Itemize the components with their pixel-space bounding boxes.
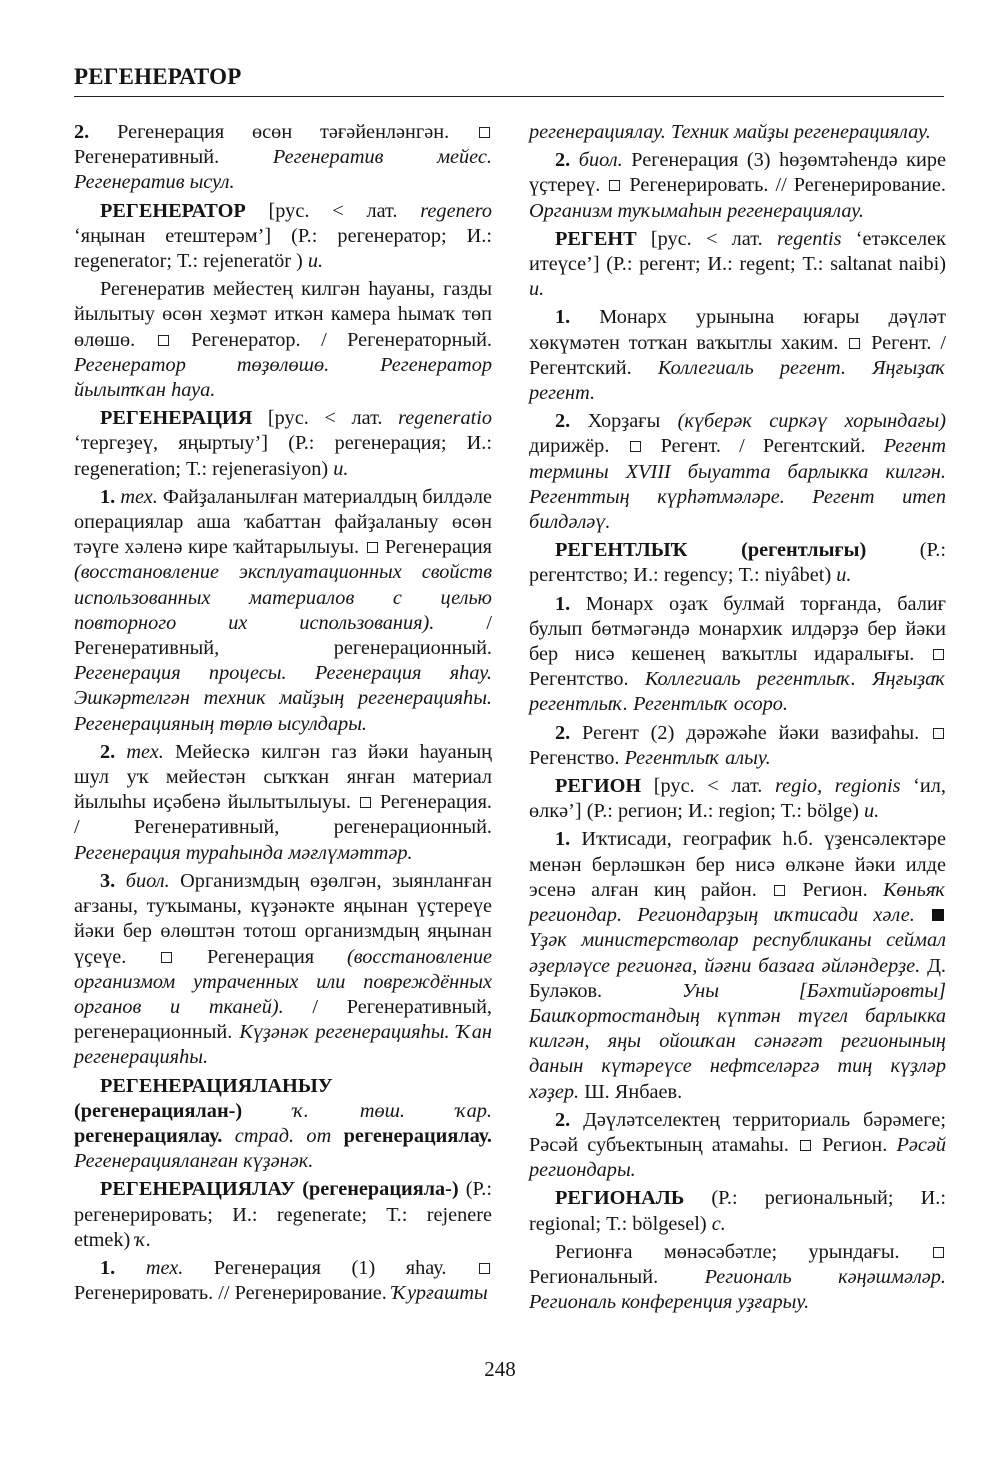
- italic-text: Регенерацияланған күҙәнәк.: [74, 1150, 314, 1173]
- square-marker-icon: [800, 1140, 811, 1151]
- bold-text: 2.: [555, 410, 571, 433]
- square-marker-icon: [774, 885, 785, 896]
- plain-text: [915, 904, 930, 926]
- plain-text: [687, 539, 741, 561]
- plain-text: Регент. / Регентский.: [642, 435, 884, 458]
- italic-text: Регенерация тураһында мәғлүмәттәр.: [74, 841, 413, 864]
- plain-text: Регенерация: [379, 536, 492, 559]
- italic-text: Регенератив мейес. Регенератив ысул.: [74, 146, 492, 194]
- square-marker-icon: [479, 127, 490, 138]
- bold-text: 2.: [555, 1108, 571, 1131]
- plain-text: Регенеративный.: [74, 146, 273, 169]
- entry-paragraph: [529, 538, 946, 588]
- bold-text: 1.: [555, 828, 571, 851]
- plain-text: Организмдың өҙөлгән, зыянланған ағзаны, туҡыманы, күҙәнәкте яңынан үҫтереүе йәки бер өлөштән тотош организмдың яңынан үҫеүе.: [74, 869, 492, 968]
- entry-paragraph: [74, 485, 492, 737]
- entry-paragraph: [529, 774, 946, 824]
- entry-paragraph: [529, 827, 946, 1104]
- plain-text: [570, 149, 579, 171]
- plain-text: [рус. < лат.: [245, 199, 421, 222]
- square-marker-icon: [933, 649, 944, 660]
- plain-text: Д. Буләков.: [529, 954, 946, 1002]
- plain-text: [242, 1100, 293, 1122]
- italic-text: Ҡурғашты: [391, 1282, 488, 1305]
- entry-paragraph: [74, 1256, 492, 1306]
- plain-text: (Р.: регенерировать; И.: regenerate; Т.: rejenere etmek): [74, 1178, 492, 1251]
- italic-text: Коллегиаль регентлыҡ. Яңғыҙаҡ регентлыҡ. Регентлыҡ осоро.: [529, 668, 947, 716]
- plain-text: Мейескә килгән газ йәки һауаның шул уҡ мейестән сыҡҡан янған материал йылыһы иҫәбенә йылытылыуы.: [74, 740, 492, 814]
- italic-text: и.: [529, 278, 545, 301]
- bold-text: (регенерацияла-): [302, 1178, 459, 1201]
- square-marker-icon: [161, 952, 172, 963]
- bold-text: (регенерациялан-): [74, 1099, 243, 1122]
- bold-text: 2.: [74, 121, 90, 143]
- entry-paragraph: [74, 740, 492, 866]
- plain-text: Ш. Янбаев.: [579, 1080, 683, 1103]
- entry-paragraph: [529, 1240, 946, 1316]
- entry-paragraph: [529, 1186, 946, 1236]
- italic-text: биол.: [125, 869, 170, 892]
- plain-text: Дәүләтселектең территориаль бәрәмеге; Рәсәй субъектының атамаһы.: [529, 1108, 946, 1156]
- italic-text: Регенерация процесы. Регенерация яһау. Эшкәртелгән техник майҙың регенерацияһы. Регенерацияның төрлө ысулдары.: [74, 662, 492, 735]
- plain-text: Регенератор. / Регенераторный.: [170, 328, 492, 351]
- entry-paragraph: [74, 869, 492, 1071]
- square-marker-icon: [158, 335, 169, 346]
- italic-text: и.: [863, 800, 880, 823]
- entry-paragraph: [529, 592, 946, 718]
- italic-text: (восстановление эксплуатационных свойств использованных материалов с целью повторного их использования).: [74, 561, 492, 634]
- square-marker-icon: [609, 180, 620, 191]
- plain-text: Монарх оҙаҡ булмай торғанда, балиғ булып бөтмәгәндә монархик илдәрҙә бер йәки бер нисә кешенең ваҡытлы идаралығы.: [529, 592, 946, 666]
- plain-text: Регенератив мейестең килгән һауаны, газды йылытыу өсөн хеҙмәт иткән камера һымаҡ төп өлөшө.: [74, 278, 492, 351]
- plain-text: Хорҙағы: [570, 410, 678, 433]
- plain-text: Монарх урынына юғары дәүләт хөкүмәтен тотҡан ваҡытлы хаким.: [529, 306, 946, 354]
- plain-text: [рус. < лат.: [641, 775, 776, 798]
- bold-text: 3.: [100, 869, 116, 892]
- plain-text: (Р.: регентство; И.: regency; Т.: niyâbet): [529, 539, 946, 587]
- entry-paragraph: [529, 148, 946, 224]
- italic-text: с.: [711, 1212, 726, 1235]
- plain-text: дирижёр.: [529, 435, 628, 458]
- bold-text: РЕГЕНТ: [555, 227, 637, 250]
- bold-text: 1.: [100, 1256, 116, 1279]
- right-column: [529, 120, 946, 1318]
- plain-text: Файҙаланылған материалдың билдәле операциялар аша ҡабаттан файҙаланыу өсөн тәүге хәленә кире ҡайтарылыуы.: [74, 485, 492, 559]
- bold-text: 1.: [555, 592, 571, 615]
- italic-text: ҡ. төш. ҡар.: [293, 1099, 492, 1122]
- plain-text: Иҡтисади, географик һ.б. үҙенсәлектәре менән берләшкән бер нисә өлкәне йәки илде эсенә алған киң район.: [529, 828, 946, 901]
- entry-paragraph: [529, 120, 946, 145]
- italic-text: regentis: [776, 227, 842, 250]
- italic-text: regenero: [420, 199, 492, 222]
- bold-text: РЕГЕНЕРАЦИЯЛАУ: [100, 1178, 296, 1201]
- bold-text: (регентлығы): [741, 539, 867, 562]
- bold-text: РЕГЕНЕРАТОР: [100, 199, 246, 222]
- bold-text: РЕГЕНЕРАЦИЯ: [100, 407, 253, 430]
- italic-text: и.: [836, 564, 852, 587]
- italic-text: Коллегиаль регент. Яңғыҙаҡ регент.: [529, 356, 946, 405]
- bold-text: регенерациялау.: [74, 1124, 223, 1147]
- plain-text: Регион.: [812, 1133, 897, 1156]
- italic-text: Көньяҡ региондар. Региондарҙың иҡтисади хәле.: [529, 878, 946, 927]
- square-marker-icon: [933, 728, 944, 739]
- bold-text: РЕГИОНАЛЬ: [555, 1187, 685, 1210]
- italic-text: страд. от: [234, 1124, 332, 1147]
- square-marker-icon: [367, 542, 378, 553]
- entry-paragraph: [74, 1074, 492, 1175]
- entry-paragraph: [529, 409, 946, 535]
- italic-text: Үҙәк министерстволар республиканы сеймал әҙерләүсе регионға, йәғни базаға әйләндерҙе.: [529, 929, 946, 977]
- plain-text: [331, 1125, 343, 1147]
- plain-text: Регенерация (1) яһау.: [183, 1256, 477, 1279]
- italic-text: и.: [307, 250, 324, 273]
- entry-paragraph: [529, 305, 946, 406]
- plain-text: ‘етәкселек итеүсе’] (Р.: регент; И.: regent; Т.: saltanat naibi): [529, 227, 946, 276]
- plain-text: [115, 1257, 146, 1279]
- plain-text: Регион.: [787, 878, 883, 901]
- square-marker-icon: [630, 441, 641, 452]
- entry-paragraph: [74, 1177, 492, 1253]
- left-column: [74, 120, 492, 1309]
- italic-text: regio, regionis: [775, 775, 901, 798]
- running-header: РЕГЕНЕРАТОР: [74, 64, 242, 89]
- entry-paragraph: [74, 406, 492, 482]
- plain-text: Регент. / Регентский.: [529, 331, 946, 379]
- bold-text: РЕГЕНТЛЫҠ: [555, 539, 688, 562]
- plain-text: Регенерация. / Регенеративный, регенерационный.: [74, 791, 492, 839]
- italic-text: Уны [Бәхтийәровты] Башҡортостандың күптән түгел барлыкка килгән, яңы ойошҡан сәнәғәт регионының данын күтәреүсе нефтселәргә тиң күҙләр хәҙер.: [529, 979, 946, 1103]
- square-marker-icon: [360, 797, 371, 808]
- plain-text: Регенерация өсөн тәғәйенләнгән.: [89, 121, 477, 143]
- italic-text: Организм туҡымаһын регенерациялау.: [529, 199, 864, 222]
- italic-text: регенерациялау. Техник майҙы регенерациялау.: [529, 121, 931, 143]
- page-number: 248: [484, 1357, 516, 1381]
- plain-text: ‘ил, өлкә’] (Р.: регион; И.: region; Т.: bölge): [529, 775, 946, 823]
- italic-text: тех.: [145, 1256, 184, 1279]
- plain-text: [115, 741, 126, 763]
- plain-text: Регенство.: [529, 746, 625, 769]
- italic-text: Регенератор төҙөлөшө. Регенератор йылытҡан һауа.: [74, 353, 492, 402]
- bold-text: регенерациялау.: [343, 1124, 492, 1147]
- bold-text: РЕГЕНЕРАЦИЯЛАНЫУ: [100, 1074, 333, 1097]
- plain-text: / Регенеративный, регенерационный.: [74, 611, 492, 660]
- bold-text: 2.: [555, 149, 571, 172]
- entry-paragraph: [74, 120, 492, 196]
- square-marker-icon: [933, 1247, 944, 1258]
- italic-text: Региональ кәңәшмәләр. Региональ конференция уҙғарыу.: [529, 1265, 946, 1314]
- plain-text: Регенерировать. // Регенерирование.: [622, 174, 946, 197]
- plain-text: [222, 1125, 234, 1147]
- italic-text: regeneratio: [398, 407, 492, 430]
- plain-text: ‘тергеҙеү, яңыртыу’] (Р.: регенерация; И.: regeneration; Т.: rejenerasiyon): [74, 432, 492, 480]
- plain-text: Региональный.: [529, 1265, 705, 1288]
- plain-text: Регенерировать. // Регенерирование.: [74, 1282, 392, 1305]
- plain-text: [рус. < лат.: [636, 227, 777, 250]
- plain-text: ‘яңынан етештерәм’] (Р.: регенератор; И.: regenerator; Т.: rejeneratör ): [74, 224, 492, 273]
- bold-text: 2.: [100, 740, 116, 763]
- plain-text: [115, 870, 126, 892]
- square-marker-icon: [849, 338, 860, 349]
- italic-text: тех.: [120, 485, 158, 508]
- italic-text: (восстановление организмом утраченных или повреждённых органов и тканей).: [74, 945, 492, 1018]
- bold-text: 2.: [555, 721, 571, 744]
- header-rule: [74, 96, 944, 97]
- italic-text: Регентлыҡ алыу.: [624, 746, 771, 769]
- entry-paragraph: [529, 1108, 946, 1184]
- entry-paragraph: [529, 227, 946, 303]
- plain-text: Регенерация (3) һөҙөмтәһендә кире үҫтереү.: [529, 149, 946, 197]
- plain-text: Регент (2) дәрәжәһе йәки вазифаһы.: [570, 721, 931, 744]
- entry-paragraph: [74, 277, 492, 403]
- italic-text: биол.: [578, 149, 623, 172]
- italic-text: Күҙәнәк регенерацияһы. Ҡан регенерацияһы.: [74, 1021, 492, 1069]
- bold-text: РЕГИОН: [555, 775, 642, 798]
- plain-text: [рус. < лат.: [252, 407, 399, 430]
- plain-text: / Регенеративный, регенерационный.: [74, 995, 492, 1044]
- square-marker-icon: [479, 1263, 490, 1274]
- bold-text: 1.: [100, 485, 116, 508]
- plain-text: Регионға мөнәсәбәтле; урындағы.: [555, 1240, 931, 1263]
- plain-text: (Р.: региональный; И.: regional; Т.: bölgesel): [529, 1187, 946, 1235]
- bold-text: 1.: [555, 306, 571, 329]
- italic-text: Рәсәй региондары.: [529, 1133, 946, 1182]
- plain-text: Регенерация: [174, 945, 347, 968]
- plain-text: Регентство.: [529, 668, 645, 691]
- entry-paragraph: [74, 199, 492, 275]
- black-square-icon: [932, 909, 944, 921]
- entry-paragraph: [529, 721, 946, 771]
- italic-text: ҡ.: [135, 1228, 152, 1251]
- italic-text: (күберәк сиркәү хорындағы): [677, 410, 946, 433]
- italic-text: Регент термины XVIII быуатта барлыкка килгән. Регенттың күрһәтмәләре. Регент итеп билдәләү.: [529, 435, 946, 534]
- italic-text: и.: [333, 457, 349, 480]
- italic-text: тех.: [126, 740, 164, 763]
